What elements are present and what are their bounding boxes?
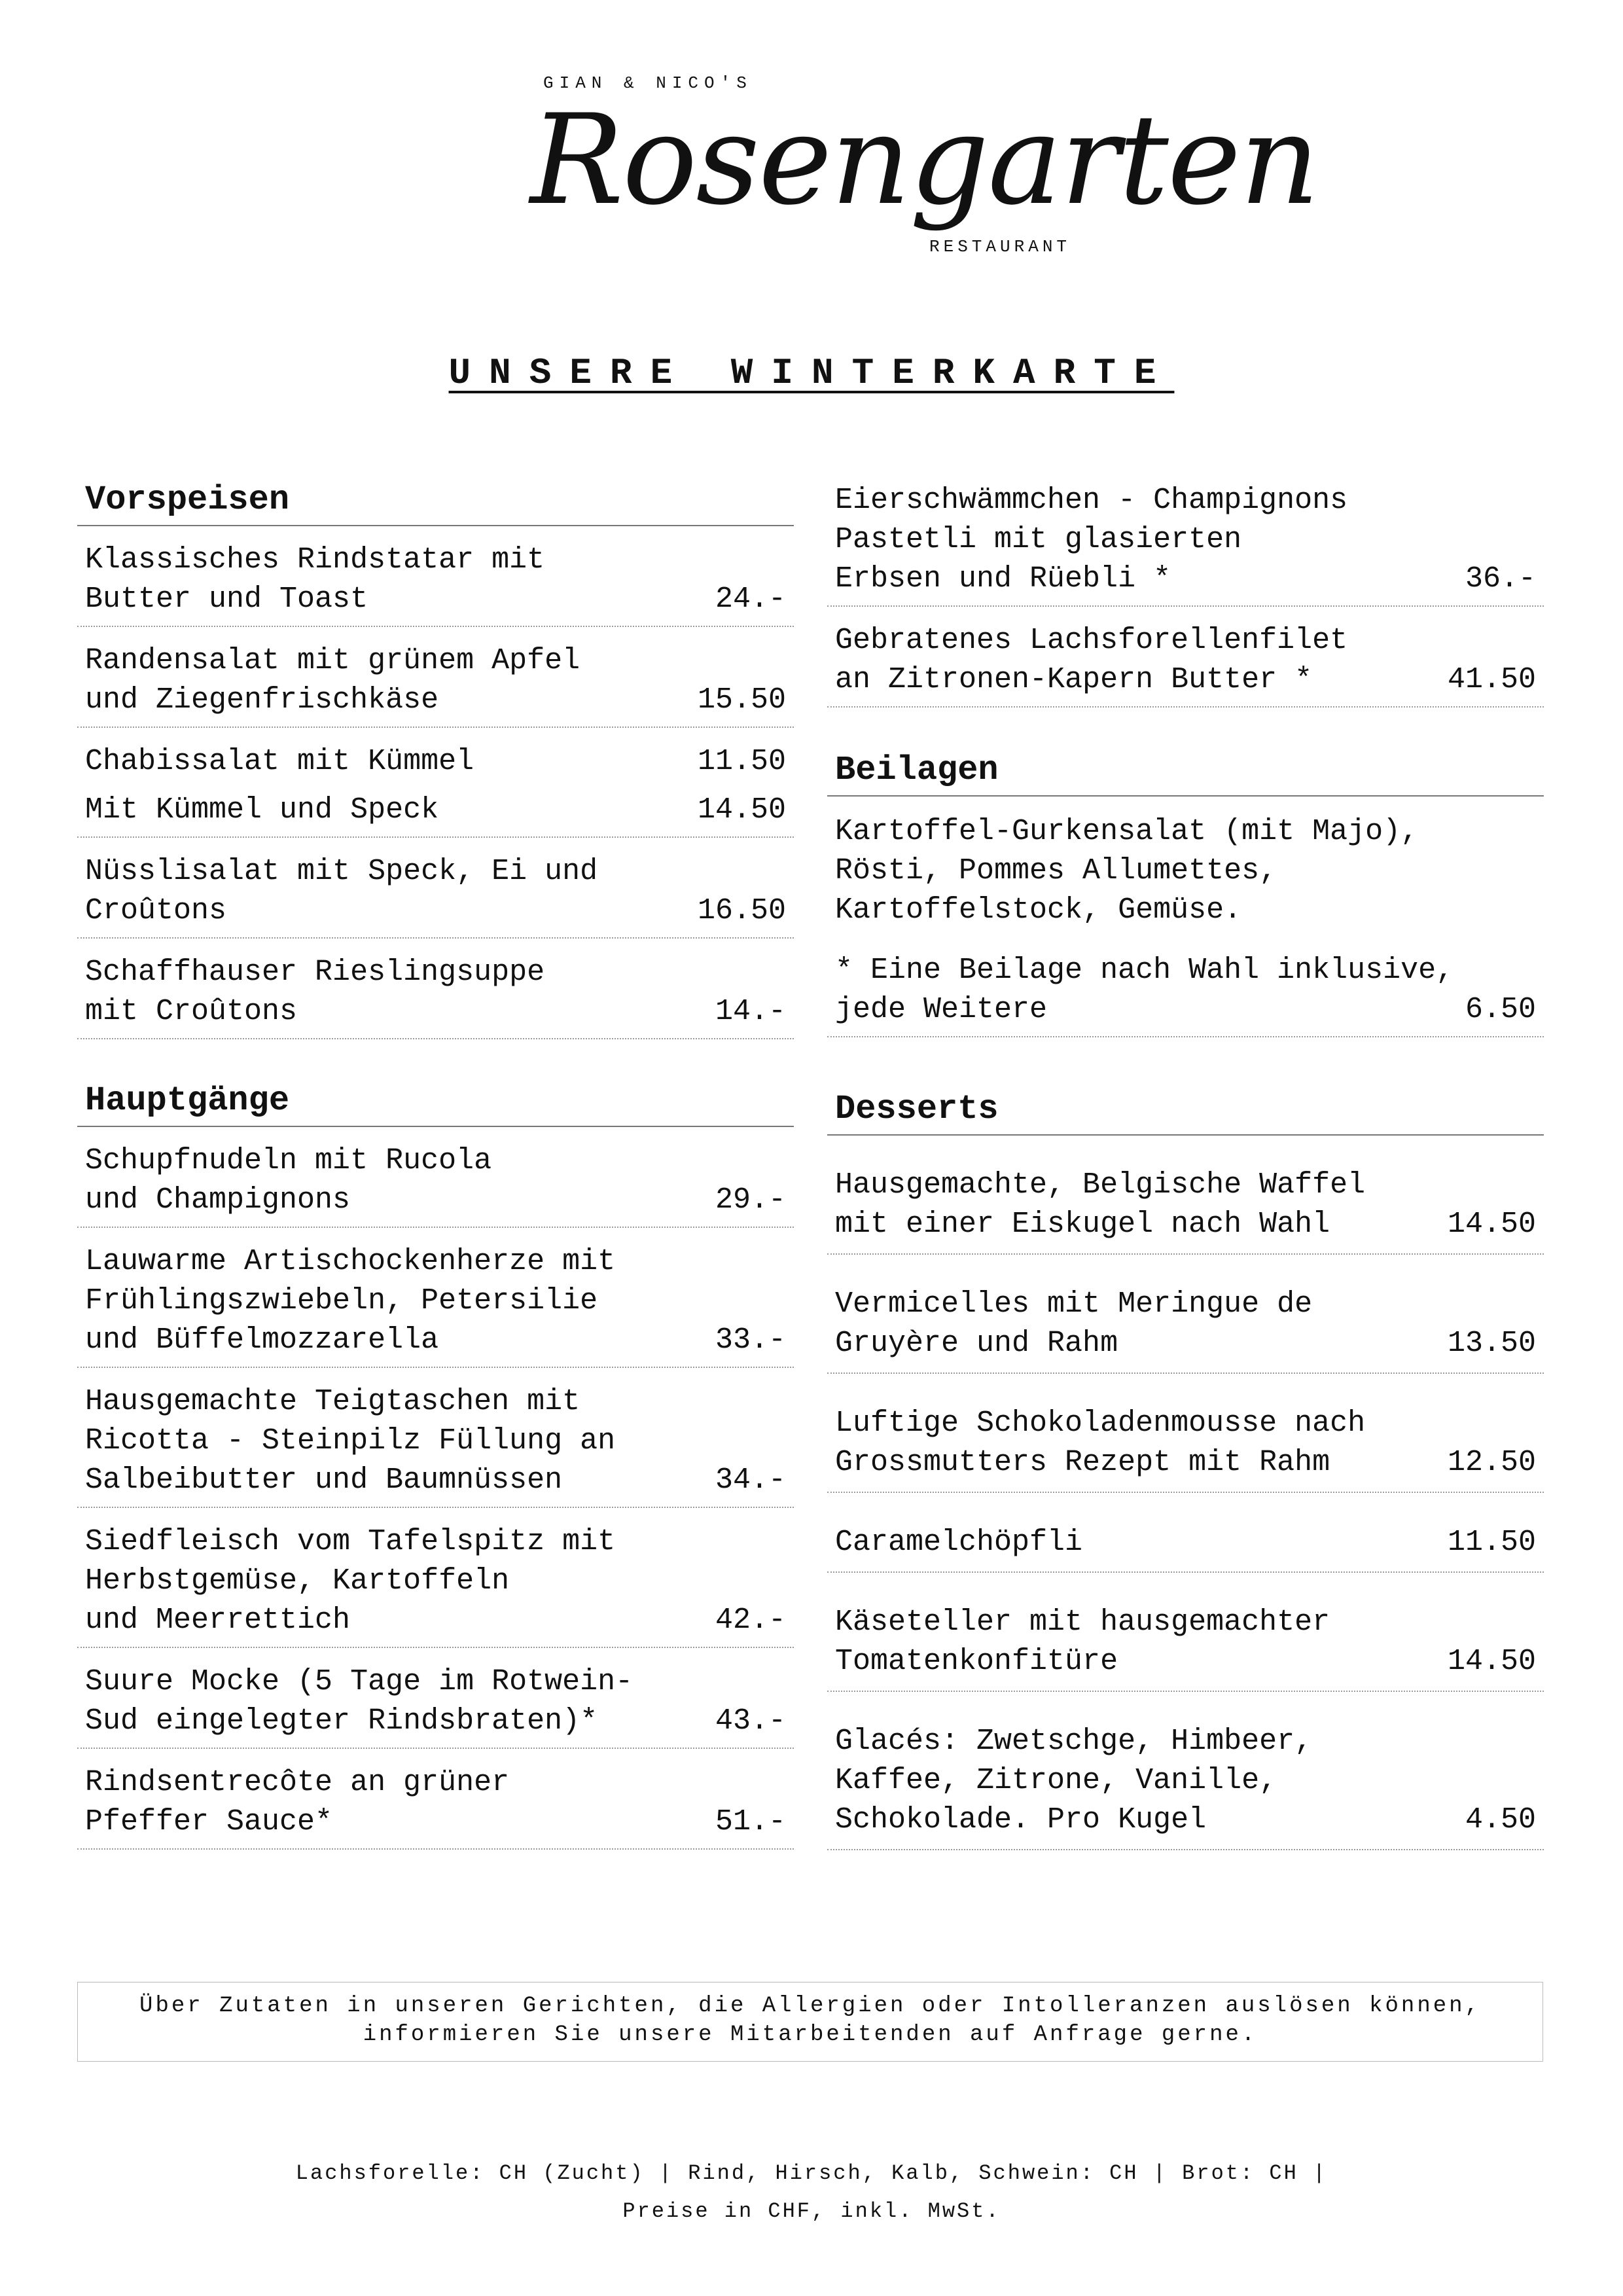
- item-price: 29.-: [715, 1183, 786, 1217]
- item-variant-name: Mit Kümmel und Speck: [85, 793, 439, 827]
- item-price: 42.-: [715, 1604, 786, 1637]
- item-name: Hausgemachte, Belgische Waffel mit einer Eiskugel nach Wahl: [835, 1168, 1366, 1241]
- item-name: Caramelchöpfli: [835, 1526, 1083, 1559]
- item-name: Rindsentrecôte an grüner Pfeffer Sauce*: [85, 1766, 510, 1839]
- item-price: 34.-: [715, 1463, 786, 1497]
- item-name: Lauwarme Artischockenherze mit Frühlingszwiebeln, Petersilie und Büffelmozzarella: [85, 1245, 616, 1357]
- menu-item: [827, 1374, 1544, 1493]
- item-price: 33.-: [715, 1323, 786, 1357]
- beilagen-list: Kartoffel-Gurkensalat (mit Majo), Rösti, Pommes Allumettes, Kartoffelstock, Gemüse.: [835, 815, 1419, 927]
- menu-item: [827, 1573, 1544, 1692]
- item-price: 43.-: [715, 1704, 786, 1738]
- item-name: Schaffhauser Rieslingsuppe mit Croûtons: [85, 956, 545, 1028]
- item-price: 11.50: [697, 745, 786, 778]
- allergy-notice-line: Über Zutaten in unseren Gerichten, die Allergien oder Intolleranzen auslösen können,: [139, 1994, 1481, 2018]
- section-title-hauptgaenge: Hauptgänge: [77, 1080, 794, 1127]
- item-name: Suure Mocke (5 Tage im Rotwein- Sud eingelegter Rindsbraten)*: [85, 1665, 633, 1738]
- item-name: Chabissalat mit Kümmel: [85, 745, 474, 778]
- menu-item: [77, 1127, 794, 1228]
- menu-item: [77, 1228, 794, 1368]
- item-price: 4.50: [1465, 1803, 1536, 1837]
- item-price: 24.-: [715, 583, 786, 616]
- item-name: Gebratenes Lachsforellenfilet an Zitronen-Kapern Butter *: [835, 624, 1348, 696]
- item-name: Käseteller mit hausgemachter Tomatenkonfitüre: [835, 1605, 1330, 1678]
- section-title-desserts: Desserts: [827, 1088, 1544, 1136]
- item-variant-price: 14.50: [697, 793, 786, 827]
- menu-item: [77, 1749, 794, 1850]
- item-name: Schupfnudeln mit Rucola und Champignons: [85, 1144, 492, 1217]
- item-price: 14.-: [715, 995, 786, 1028]
- menu-item: [827, 1136, 1544, 1255]
- beilagen-note-text: * Eine Beilage nach Wahl inklusive, jede Weitere: [835, 954, 1454, 1026]
- brand-tagline: GIAN & NICO'S: [543, 73, 753, 93]
- item-price: 13.50: [1447, 1327, 1536, 1360]
- item-price: 36.-: [1465, 562, 1536, 596]
- brand-logo: Rosengarten: [530, 88, 1319, 232]
- menu-item: [77, 939, 794, 1039]
- item-price: 12.50: [1447, 1446, 1536, 1479]
- right-column: [827, 481, 1544, 1850]
- item-price: 41.50: [1447, 663, 1536, 696]
- item-name: Hausgemachte Teigtaschen mit Ricotta - Steinpilz Füllung an Salbeibutter und Baumnüssen: [85, 1385, 616, 1497]
- menu-item: [77, 1508, 794, 1648]
- left-column: [77, 479, 794, 1850]
- menu-item: [827, 1692, 1544, 1850]
- menu-title: UNSERE WINTERKARTE: [448, 352, 1175, 394]
- section-title-vorspeisen: Vorspeisen: [77, 479, 794, 526]
- footer: [0, 2155, 1623, 2231]
- menu-item: [827, 1493, 1544, 1573]
- menu-item: [77, 1648, 794, 1749]
- item-price: 11.50: [1447, 1526, 1536, 1559]
- item-price: 16.50: [697, 894, 786, 927]
- menu-item: [77, 627, 794, 728]
- item-name: Vermicelles mit Meringue de Gruyère und Rahm: [835, 1287, 1313, 1360]
- menu-item: [77, 728, 794, 838]
- item-price: 14.50: [1447, 1645, 1536, 1678]
- item-name: Glacés: Zwetschge, Himbeer, Kaffee, Zitrone, Vanille, Schokolade. Pro Kugel: [835, 1725, 1313, 1837]
- menu-item: [77, 838, 794, 939]
- item-name: Eierschwämmchen - Champignons Pastetli mit glasierten Erbsen und Rüebli *: [835, 484, 1348, 596]
- item-price: 15.50: [697, 683, 786, 717]
- menu-item: [77, 1368, 794, 1508]
- allergy-notice: [77, 1982, 1543, 2062]
- brand-subtitle: RESTAURANT: [929, 237, 1071, 257]
- menu-item: [827, 607, 1544, 708]
- origin-info: Lachsforelle: CH (Zucht) | Rind, Hirsch, Kalb, Schwein: CH | Brot: CH |: [295, 2161, 1328, 2185]
- beilagen-note: [827, 930, 1544, 1037]
- item-price: 51.-: [715, 1805, 786, 1839]
- allergy-notice-line: informieren Sie unsere Mitarbeitenden auf Anfrage gerne.: [363, 2022, 1258, 2047]
- item-price: 6.50: [1465, 993, 1536, 1026]
- section-title-beilagen: Beilagen: [827, 749, 1544, 797]
- price-info: Preise in CHF, inkl. MwSt.: [622, 2199, 1001, 2223]
- menu-item: [827, 1255, 1544, 1374]
- item-name: Nüsslisalat mit Speck, Ei und Croûtons: [85, 855, 598, 927]
- item-name: Luftige Schokoladenmousse nach Grossmutters Rezept mit Rahm: [835, 1407, 1366, 1479]
- item-name: Siedfleisch vom Tafelspitz mit Herbstgemüse, Kartoffeln und Meerrettich: [85, 1525, 616, 1637]
- item-name: Randensalat mit grünem Apfel und Ziegenfrischkäse: [85, 644, 580, 717]
- menu-item: [77, 526, 794, 627]
- header: [0, 0, 1623, 301]
- item-price: 14.50: [1447, 1208, 1536, 1241]
- item-name: Klassisches Rindstatar mit Butter und Toast: [85, 543, 545, 616]
- menu-item: [827, 481, 1544, 607]
